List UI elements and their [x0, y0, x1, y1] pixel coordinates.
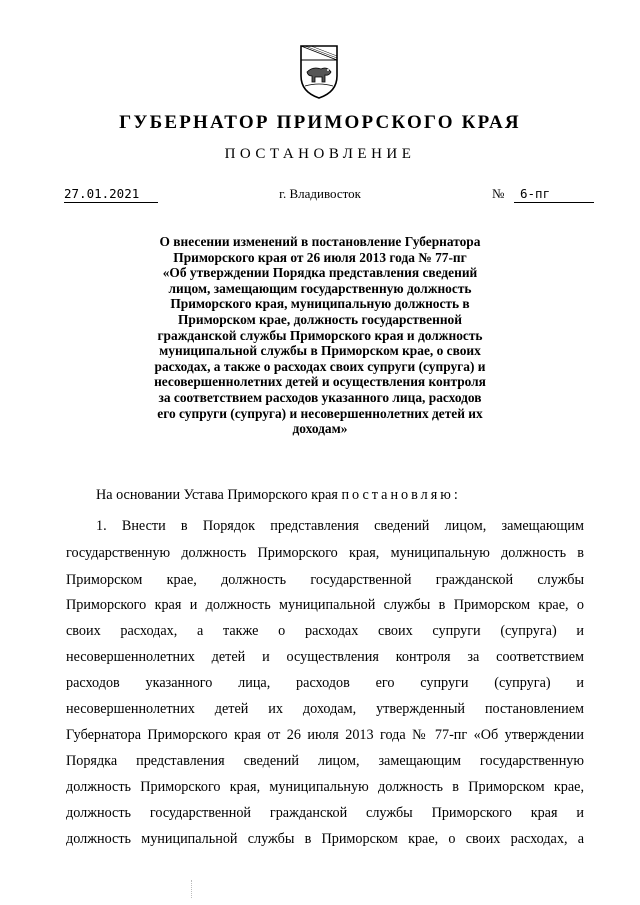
basis-text: На основании Устава Приморского края [96, 487, 342, 503]
subject-line: гражданской службы Приморского края и должность [157, 327, 483, 343]
subject-line: несовершеннолетних детей и осуществления контроля [154, 374, 486, 390]
subject-line: муниципальной службы в Приморском крае, о своих [159, 343, 481, 359]
body-line: несовершеннолетних детей и осуществления контроля за соответствием [66, 649, 584, 665]
body-line: Приморском крае, должность государственной гражданской службы [66, 572, 584, 588]
document-number-label: № [492, 186, 505, 201]
body-line: Порядка представления сведений лицом, замещающим государственную [66, 753, 584, 769]
body-line: должность Приморского края, муниципальную должность в Приморском крае, [66, 779, 584, 795]
document-number: 6-пг [514, 186, 594, 203]
subject-line: Приморского края от 26 июля 2013 года № 77-пг [173, 249, 467, 265]
subject-line: доходам» [292, 421, 348, 437]
subject-line: Приморском крае, должность государственной [178, 311, 462, 327]
document-date: 27.01.2021 [64, 186, 158, 203]
subject-line: его супруги (супруга) и несовершеннолетних детей их [157, 405, 483, 421]
document-type: ПОСТАНОВЛЕНИЕ [224, 146, 416, 162]
body-line: своих расходах, а также о расходах своих супруги (супруга) и [66, 623, 584, 639]
body-line: должность государственной гражданской службы Приморского края и [66, 805, 584, 821]
body-line: государственную должность Приморского края, муниципальную должность в [66, 545, 584, 561]
document-subject [120, 234, 520, 437]
decree-basis [96, 487, 616, 504]
document-meta-row [0, 186, 640, 208]
body-line: Губернатора Приморского края от 26 июля 2013 года № 77-пг «Об утверждении [66, 727, 584, 743]
decree-word: постановляю: [341, 487, 461, 503]
document-city: г. Владивосток [279, 186, 361, 201]
primorsky-krai-coat-of-arms-icon [295, 42, 343, 100]
body-line: расходов указанного лица, расходов его супруги (супруга) и [66, 675, 584, 691]
subject-line: «Об утверждении Порядка представления сведений [162, 265, 478, 281]
body-line: 1. Внести в Порядок представления сведений лицом, замещающим [96, 518, 584, 534]
issuer-title: ГУБЕРНАТОР ПРИМОРСКОГО КРАЯ [119, 112, 521, 133]
body-line: несовершеннолетних детей их доходам, утвержденный постановлением [66, 701, 584, 717]
subject-line: О внесении изменений в постановление Губернатора [159, 234, 481, 249]
scan-artifact-mark [191, 880, 194, 898]
subject-line: лицом, замещающим государственную должность [168, 280, 472, 296]
subject-line: Приморского края, муниципальную должность в [170, 296, 470, 312]
subject-line: за соответствием расходов указанного лица, расходов [158, 389, 482, 405]
body-line: должность муниципальной службы в Приморском крае, о своих расходах, а [66, 831, 584, 847]
body-line: Приморского края и должность муниципальной службы в Приморском крае, о [66, 597, 584, 613]
subject-line: расходах, а также о расходах своих супруги (супруга) и [154, 358, 486, 374]
